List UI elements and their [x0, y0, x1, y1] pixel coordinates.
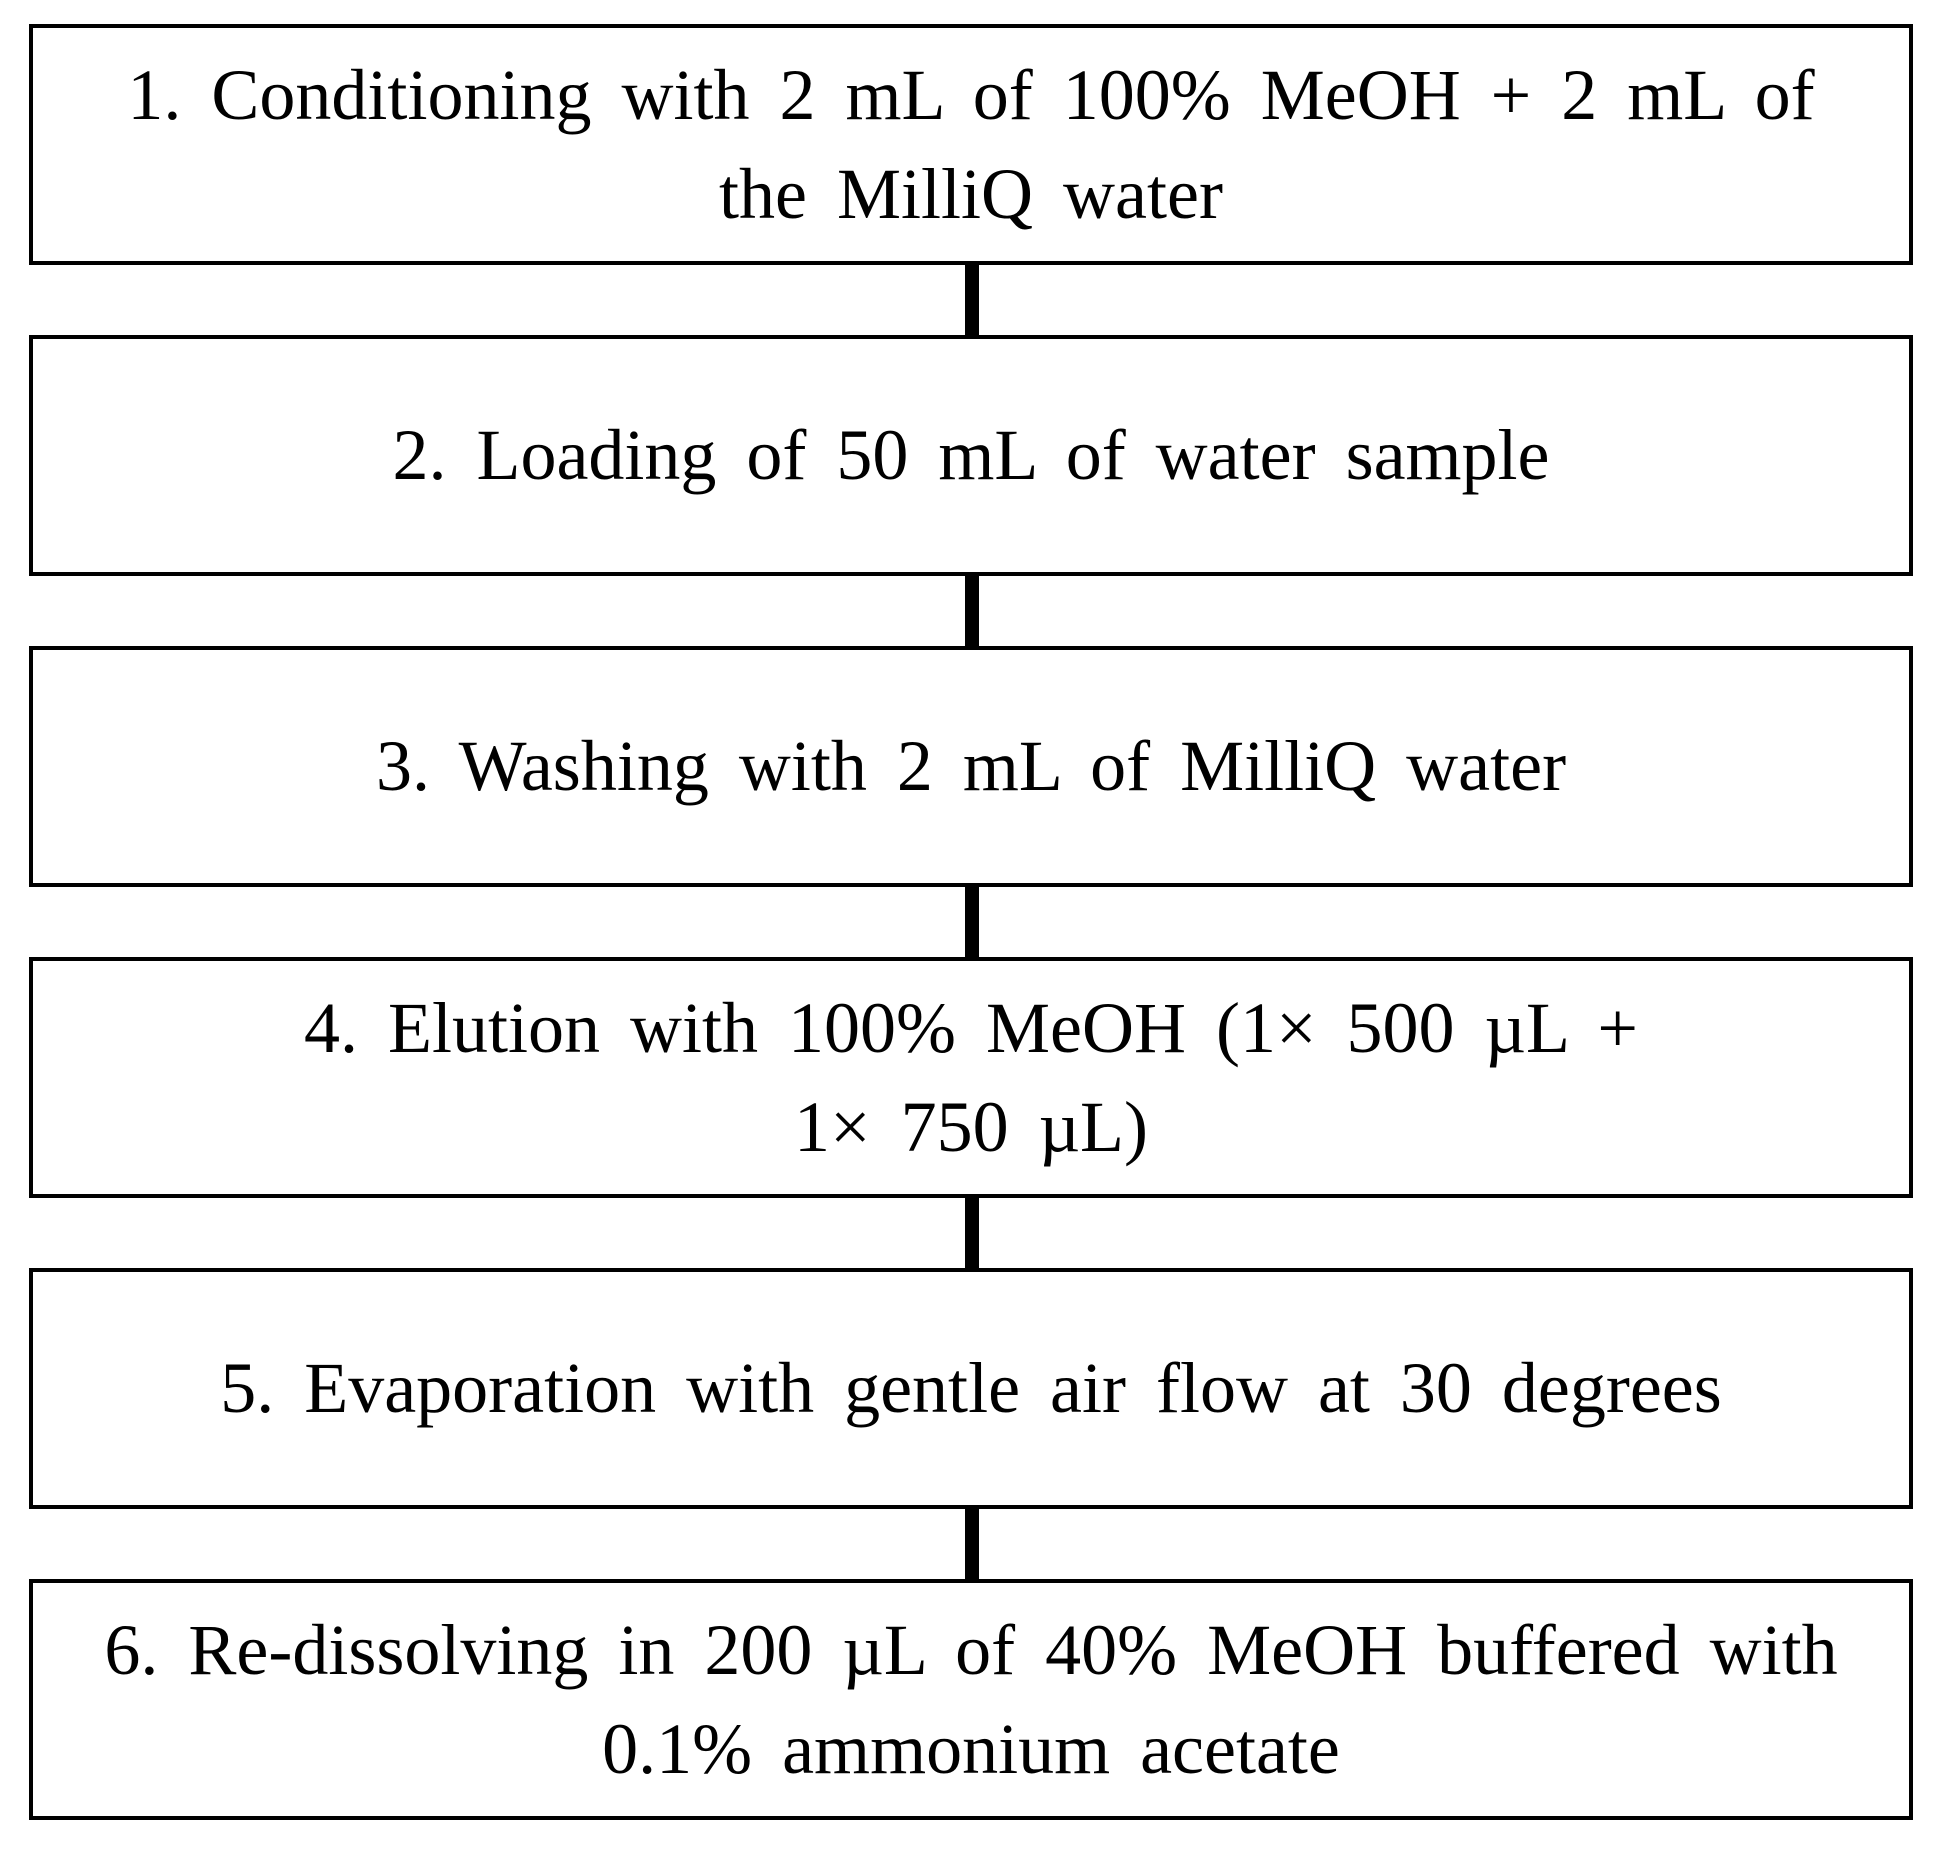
step-1-box — [29, 24, 1913, 265]
step-2-box — [29, 335, 1913, 576]
connector-5-6 — [965, 1509, 979, 1579]
connector-3-4 — [965, 887, 979, 957]
connector-1-2 — [965, 265, 979, 335]
step-5-text: 5. Evaporation with gentle air flow at 30 degrees — [220, 1348, 1722, 1428]
step-4-text: 4. Elution with 100% MeOH (1× 500 µL + 1× 750 µL) — [304, 987, 1638, 1167]
step-5-box — [29, 1268, 1913, 1509]
step-3-box — [29, 646, 1913, 887]
step-6-text: 6. Re-dissolving in 200 µL of 40% MeOH buffered with 0.1% ammonium acetate — [104, 1609, 1838, 1789]
step-4-box — [29, 957, 1913, 1198]
step-6-box — [29, 1579, 1913, 1820]
connector-4-5 — [965, 1198, 979, 1268]
step-3-text: 3. Washing with 2 mL of MilliQ water — [375, 726, 1567, 806]
step-1-text: 1. Conditioning with 2 mL of 100% MeOH + 2 mL of the MilliQ water — [127, 54, 1815, 234]
step-2-text: 2. Loading of 50 mL of water sample — [392, 415, 1550, 495]
connector-2-3 — [965, 576, 979, 646]
